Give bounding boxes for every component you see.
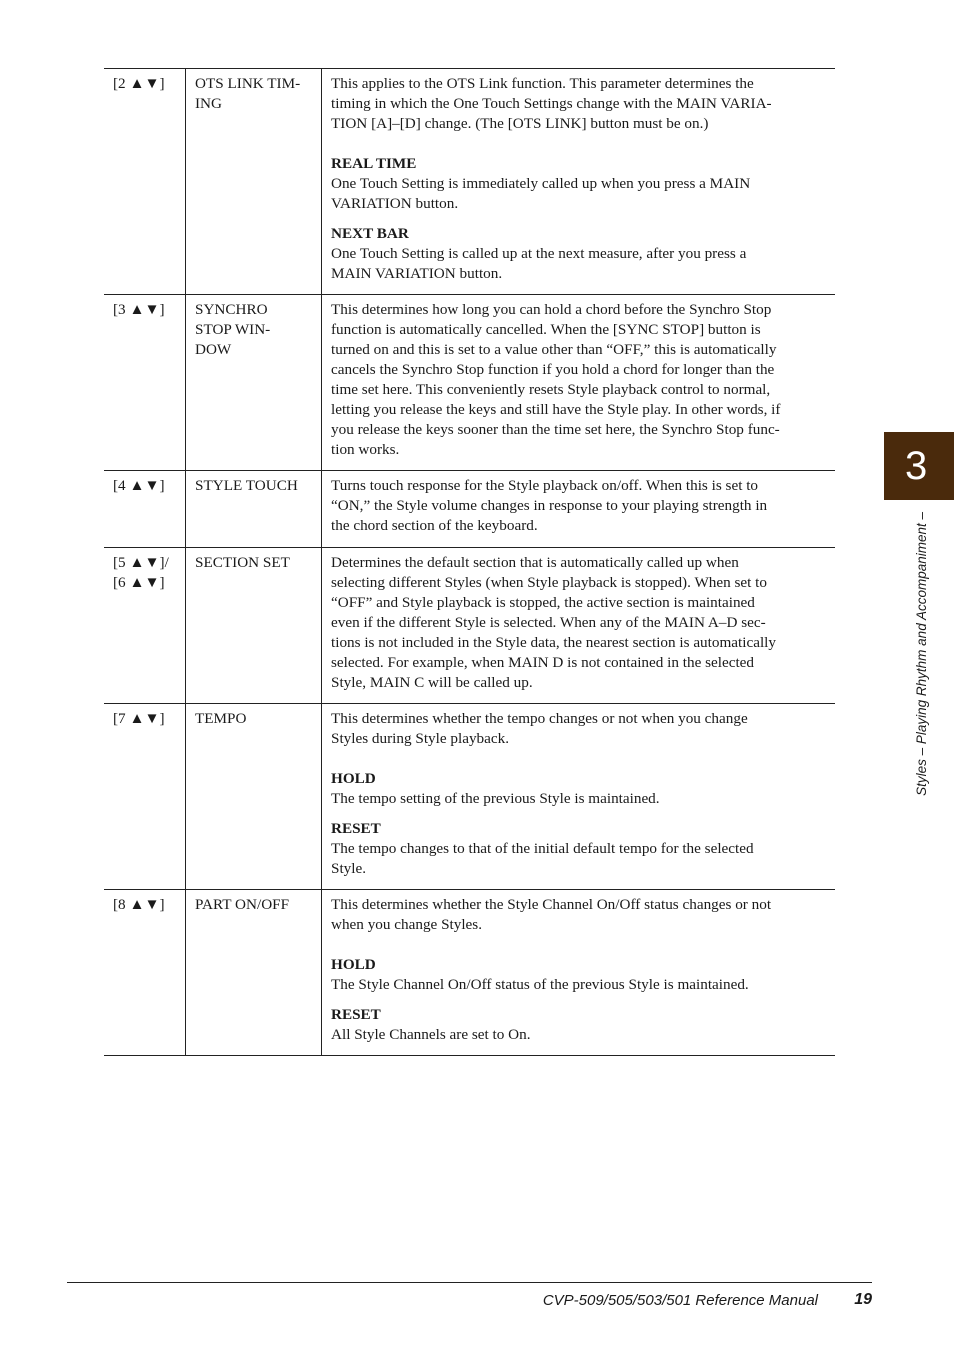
parameter-name-cell	[186, 890, 322, 1056]
description-line: selecting different Styles (when Style playback is stopped). When set to	[331, 574, 767, 591]
option-title: REAL TIME	[331, 155, 417, 172]
table-row	[104, 471, 835, 548]
parameter-name-line: STYLE TOUCH	[195, 477, 298, 494]
footer-manual-title: CVP-509/505/503/501 Reference Manual	[542, 1292, 818, 1309]
option-line: MAIN VARIATION button.	[331, 265, 503, 282]
description-line: selected. For example, when MAIN D is not contained in the selected	[331, 654, 755, 671]
button-label: [4 ▲▼]	[113, 477, 165, 494]
description-cell	[322, 704, 836, 890]
description-line: Style, MAIN C will be called up.	[331, 674, 533, 691]
parameter-name-cell	[186, 69, 322, 295]
parameter-name-line: DOW	[195, 341, 232, 358]
description-cell	[322, 69, 836, 295]
option-title: HOLD	[331, 956, 376, 973]
table-row	[104, 704, 835, 890]
parameter-name-line: ING	[195, 95, 222, 112]
button-cell	[104, 295, 186, 471]
chapter-number: 3	[905, 444, 928, 488]
parameter-name-cell	[186, 704, 322, 890]
description-cell	[322, 890, 836, 1056]
description-line: This determines whether the tempo changes or not when you change	[331, 710, 748, 727]
button-label: [3 ▲▼]	[113, 301, 165, 318]
option-line: The tempo setting of the previous Style is maintained.	[331, 790, 660, 807]
button-cell	[104, 890, 186, 1056]
description-line: Turns touch response for the Style playback on/off. When this is set to	[331, 477, 759, 494]
description-line: letting you release the keys and still have the Style play. In other words, if	[331, 401, 781, 418]
parameter-name-line: OTS LINK TIM-	[195, 75, 301, 92]
page-number: 19	[854, 1291, 872, 1308]
option-line: Style.	[331, 860, 367, 877]
footer-divider	[67, 1282, 872, 1283]
button-cell	[104, 704, 186, 890]
description-line: “OFF” and Style playback is stopped, the active section is maintained	[331, 594, 755, 611]
parameter-name-line: SECTION SET	[195, 554, 290, 571]
table-row	[104, 548, 835, 704]
table-row	[104, 890, 835, 1056]
parameter-name-line: SYNCHRO	[195, 301, 268, 318]
description-line: TION [A]–[D] change. (The [OTS LINK] button must be on.)	[331, 115, 709, 132]
description-line: tion works.	[331, 441, 400, 458]
option-title: HOLD	[331, 770, 376, 787]
button-label: [7 ▲▼]	[113, 710, 165, 727]
side-section-label: Styles – Playing Rhythm and Accompaniment –	[914, 512, 929, 796]
description-line: This applies to the OTS Link function. This parameter determines the	[331, 75, 754, 92]
description-line: tions is not included in the Style data, the nearest section is automatically	[331, 634, 776, 651]
option-line: The tempo changes to that of the initial default tempo for the selected	[331, 840, 754, 857]
description-cell	[322, 295, 836, 471]
description-line: This determines how long you can hold a chord before the Synchro Stop	[331, 301, 772, 318]
button-cell	[104, 69, 186, 295]
parameter-name-line: TEMPO	[195, 710, 247, 727]
description-line: turned on and this is set to a value other than “OFF,” this is automatically	[331, 341, 777, 358]
description-line: “ON,” the Style volume changes in response to your playing strength in	[331, 497, 768, 514]
description-line: when you change Styles.	[331, 916, 482, 933]
option-line: VARIATION button.	[331, 195, 459, 212]
table-row	[104, 295, 835, 471]
option-title: RESET	[331, 1006, 381, 1023]
description-line: time set here. This conveniently resets Style playback control to normal,	[331, 381, 771, 398]
description-line: the chord section of the keyboard.	[331, 517, 538, 534]
option-line: One Touch Setting is immediately called up when you press a MAIN	[331, 175, 751, 192]
option-line: One Touch Setting is called up at the next measure, after you press a	[331, 245, 747, 262]
parameter-name-cell	[186, 471, 322, 548]
description-line: cancels the Synchro Stop function if you hold a chord for longer than the	[331, 361, 775, 378]
parameter-name-line: STOP WIN-	[195, 321, 271, 338]
description-line: function is automatically cancelled. When the [SYNC STOP] button is	[331, 321, 761, 338]
option-line: All Style Channels are set to On.	[331, 1026, 531, 1043]
description-line: even if the different Style is selected. When any of the MAIN A–D sec-	[331, 614, 766, 631]
description-cell	[322, 548, 836, 704]
parameter-table	[104, 68, 835, 1056]
table-row	[104, 69, 835, 295]
button-cell	[104, 471, 186, 548]
button-cell	[104, 548, 186, 704]
description-line: This determines whether the Style Channel On/Off status changes or not	[331, 896, 772, 913]
option-line: The Style Channel On/Off status of the previous Style is maintained.	[331, 976, 749, 993]
button-label: [8 ▲▼]	[113, 896, 165, 913]
description-line: Styles during Style playback.	[331, 730, 510, 747]
description-line: timing in which the One Touch Settings change with the MAIN VARIA-	[331, 95, 772, 112]
parameter-name-cell	[186, 295, 322, 471]
description-line: you release the keys sooner than the time set here, the Synchro Stop func-	[331, 421, 780, 438]
description-line: Determines the default section that is automatically called up when	[331, 554, 739, 571]
button-label: [2 ▲▼]	[113, 75, 165, 92]
button-label: [6 ▲▼]	[113, 574, 165, 591]
button-label: [5 ▲▼]/	[113, 554, 169, 571]
parameter-name-cell	[186, 548, 322, 704]
description-cell	[322, 471, 836, 548]
parameter-name-line: PART ON/OFF	[195, 896, 290, 913]
option-title: RESET	[331, 820, 381, 837]
chapter-tab	[884, 432, 954, 500]
option-title: NEXT BAR	[331, 225, 409, 242]
